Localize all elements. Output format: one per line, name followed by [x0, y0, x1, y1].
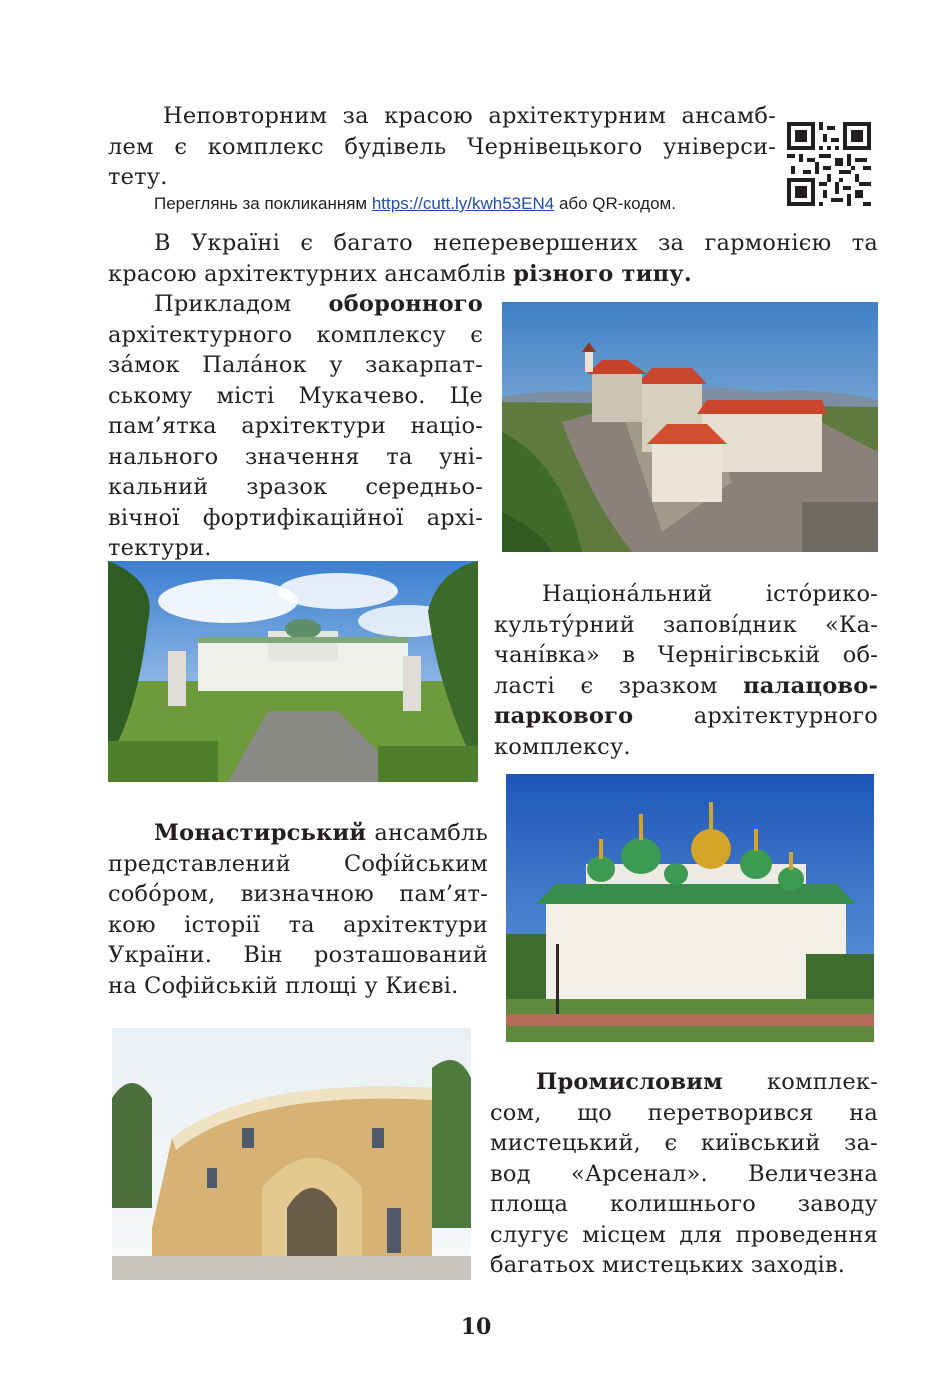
arsenal-line-6: слугує місцем для проведення	[490, 1221, 878, 1248]
arsenal-line-4: вод «Арсенал». Величезна	[490, 1160, 878, 1187]
palanok-line-1: Прикладом оборонного	[154, 291, 483, 317]
page-number: 10	[460, 1314, 492, 1340]
intro-line-1: Неповторним за красою архітектурним ансамб-	[163, 103, 776, 129]
palanok-paragraph	[108, 289, 483, 564]
palanok-line-9: тектури.	[108, 535, 212, 561]
palanok-line-7: кальний зразок середньо-	[108, 474, 483, 500]
arsenal-line-5: площа колишнього заводу	[490, 1191, 878, 1217]
link-note-suffix: або QR-кодом.	[554, 194, 676, 213]
intro-line-3: тету.	[108, 164, 168, 190]
arsenal-line-2: сом, що перетворився на	[490, 1099, 878, 1126]
kachanivka-line-3: чані́вка» в Чернігівській об-	[494, 642, 878, 668]
arsenal-line-3: мистецький, є київський за-	[490, 1130, 878, 1156]
kachanivka-line-1: Націона́льний істо́рико-	[542, 581, 878, 607]
arsenal-line-7: багатьох мистецьких заходів.	[490, 1252, 846, 1278]
sofia-line-3: собо́ром, визначною пам’ят-	[108, 881, 488, 907]
link-note-prefix: Переглянь за покликанням	[154, 194, 372, 213]
intro-paragraph	[108, 101, 776, 193]
palanok-line-6: нального значення та уні-	[108, 443, 483, 470]
arsenal-line-1: Промисловим комплек-	[536, 1069, 878, 1095]
kachanivka-line-6: комплексу.	[494, 733, 631, 760]
sofia-line-2: представлений Софі́йським	[108, 850, 488, 877]
sofia-line-5: України. Він розташований	[108, 942, 488, 968]
kachanivka-line-2: культу́рний запові́дник «Ка-	[494, 611, 878, 638]
st-sophia-cathedral-photo	[506, 774, 874, 1042]
arsenal-building-photo	[112, 1028, 471, 1280]
palanok-castle-photo	[502, 302, 878, 552]
arsenal-paragraph	[490, 1067, 878, 1281]
palanok-line-8: вічної фортифікаційної архі-	[108, 504, 483, 531]
sofia-line-1: Монастирський ансамбль	[154, 820, 488, 846]
ensembles-line-2: красою архітектурних ансамблів різного типу.	[108, 260, 692, 287]
intro-line-2: лем є комплекс будівель Чернівецького універси-	[108, 133, 776, 160]
palanok-line-3: за́мок Пала́нок у закарпат-	[108, 352, 483, 378]
sofia-paragraph	[108, 818, 488, 1001]
palanok-line-5: пам’ятка архітектури націо-	[108, 413, 483, 439]
sofia-line-6: на Софійській площі у Києві.	[108, 972, 459, 999]
qr-code-image	[787, 122, 871, 206]
link-note	[154, 193, 676, 215]
ensembles-paragraph	[108, 228, 878, 289]
kachanivka-line-5: паркового архітектурного	[494, 703, 878, 729]
ensembles-line-1: В Україні є багато неперевершених за гармонією та	[154, 230, 878, 256]
kachanivka-line-4: ласті є зразком палацово-	[494, 672, 878, 699]
source-link[interactable]: https://cutt.ly/kwh53EN4	[371, 194, 555, 213]
type-highlight: різного типу.	[513, 260, 692, 287]
palanok-line-2: архітектурного комплексу є	[108, 321, 483, 348]
kachanivka-palace-photo	[108, 561, 478, 782]
kachanivka-paragraph	[494, 579, 878, 762]
sofia-line-4: кою історії та архітектури	[108, 911, 488, 938]
palanok-line-4: ському місті Мукачево. Це	[108, 382, 483, 409]
